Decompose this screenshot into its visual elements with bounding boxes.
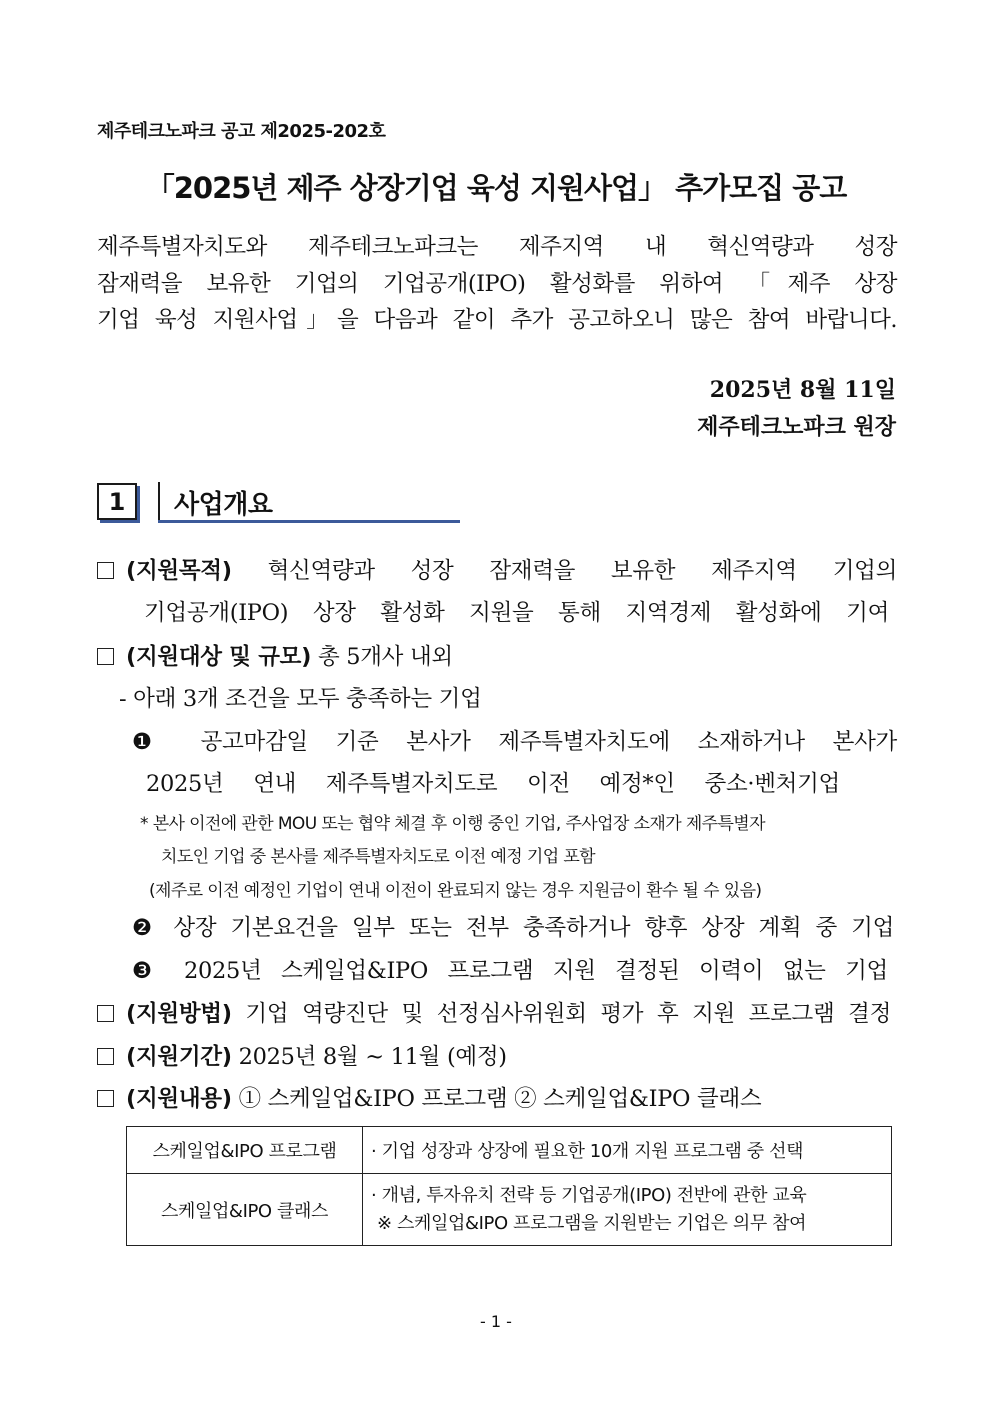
method-label: (지원방법) <box>126 1001 232 1027</box>
checkbox-icon <box>97 562 114 579</box>
checkbox-icon <box>97 1090 114 1107</box>
page-number: - 1 - <box>480 1312 512 1331</box>
condition-3 <box>132 953 888 985</box>
footnote-1-continuation: 치도인 기업 중 본사를 제주특별자치도로 이전 예정 기업 포함 <box>161 847 595 867</box>
footnote-1: * 본사 이전에 관한 MOU 또는 협약 체결 후 이행 중인 기업, 주사업장 소재가 제주특별자 <box>140 814 765 834</box>
item-purpose <box>97 553 897 585</box>
item-content <box>97 1081 897 1113</box>
condition-2-text: 상장 기본요건을 일부 또는 전부 충족하거나 향후 상장 계획 중 기업 <box>159 915 895 941</box>
content-text: ① 스케일업&IPO 프로그램 ② 스케일업&IPO 클래스 <box>231 1086 762 1112</box>
program-table <box>126 1126 892 1246</box>
condition-1-text: 공고마감일 기준 본사가 제주특별자치도에 소재하거나 본사가 <box>172 729 897 755</box>
target-label: (지원대상 및 규모) <box>126 644 312 670</box>
section-underline <box>158 520 460 523</box>
checkbox-icon <box>97 648 114 665</box>
announcement-date: 2025년 8월 11일 <box>709 377 896 403</box>
method-text: 기업 역량진단 및 선정심사위원회 평가 후 지원 프로그램 결정 <box>231 1001 891 1027</box>
class-desc-line-1: · 개념, 투자유치 전략 등 기업공개(IPO) 전반에 관한 교육 <box>371 1184 807 1206</box>
purpose-label: (지원목적) <box>126 558 232 584</box>
item-target <box>97 639 897 671</box>
notice-number: 제주테크노파크 공고 제2025-202호 <box>97 121 386 142</box>
section-number: 1 <box>108 487 126 516</box>
number-2-icon: ❷ <box>132 915 160 941</box>
table-cell-program-name: 스케일업&IPO 프로그램 <box>127 1127 363 1174</box>
intro-line-2: 잠재력을 보유한 기업의 기업공개(IPO) 활성화를 위하여 「제주 상장 <box>97 271 897 297</box>
item-method <box>97 996 891 1028</box>
footnote-2: (제주로 이전 예정인 기업이 연내 이전이 완료되지 않는 경우 지원금이 환수 될 수 있음) <box>149 881 762 901</box>
table-row <box>127 1127 892 1174</box>
target-text: 총 5개사 내외 <box>311 644 453 670</box>
condition-3-text: 2025년 스케일업&IPO 프로그램 지원 결정된 이력이 없는 기업 <box>164 958 888 984</box>
intro-line-1: 제주특별자치도와 제주테크노파크는 제주지역 내 혁신역량과 성장 <box>97 234 897 260</box>
condition-2 <box>132 910 894 942</box>
intro-line-3: 기업 육성 지원사업」을 다음과 같이 추가 공고하오니 많은 참여 바랍니다. <box>97 307 897 333</box>
checkbox-icon <box>97 1048 114 1065</box>
number-3-icon: ❸ <box>132 958 165 984</box>
target-condition-intro: - 아래 3개 조건을 모두 충족하는 기업 <box>119 686 482 712</box>
period-label: (지원기간) <box>126 1044 232 1070</box>
number-1-icon: ❶ <box>132 729 173 755</box>
checkbox-icon <box>97 1005 114 1022</box>
section-title: 사업개요 <box>174 490 273 520</box>
document-title: 「2025년 제주 상장기업 육성 지원사업」 추가모집 공고 <box>145 171 847 205</box>
section-divider <box>158 482 160 522</box>
condition-1 <box>132 724 897 756</box>
purpose-text: 혁신역량과 성장 잠재력을 보유한 제주지역 기업의 <box>231 558 897 584</box>
table-cell-class-desc <box>363 1174 892 1246</box>
table-cell-class-name: 스케일업&IPO 클래스 <box>127 1174 363 1246</box>
table-cell-program-desc: · 기업 성장과 상장에 필요한 10개 지원 프로그램 중 선택 <box>363 1127 892 1174</box>
purpose-continuation: 기업공개(IPO) 상장 활성화 지원을 통해 지역경제 활성화에 기여 <box>144 600 889 626</box>
item-period <box>97 1039 897 1071</box>
condition-1-continuation: 2025년 연내 제주특별자치도로 이전 예정*인 중소·벤처기업 <box>146 771 840 797</box>
content-label: (지원내용) <box>126 1086 232 1112</box>
section-number-box <box>97 483 137 520</box>
class-desc-line-2: ※ 스케일업&IPO 프로그램을 지원받는 기업은 의무 참여 <box>377 1212 807 1234</box>
table-row <box>127 1174 892 1246</box>
period-text: 2025년 8월 ~ 11월 (예정) <box>231 1044 507 1070</box>
issuer: 제주테크노파크 원장 <box>697 414 896 440</box>
